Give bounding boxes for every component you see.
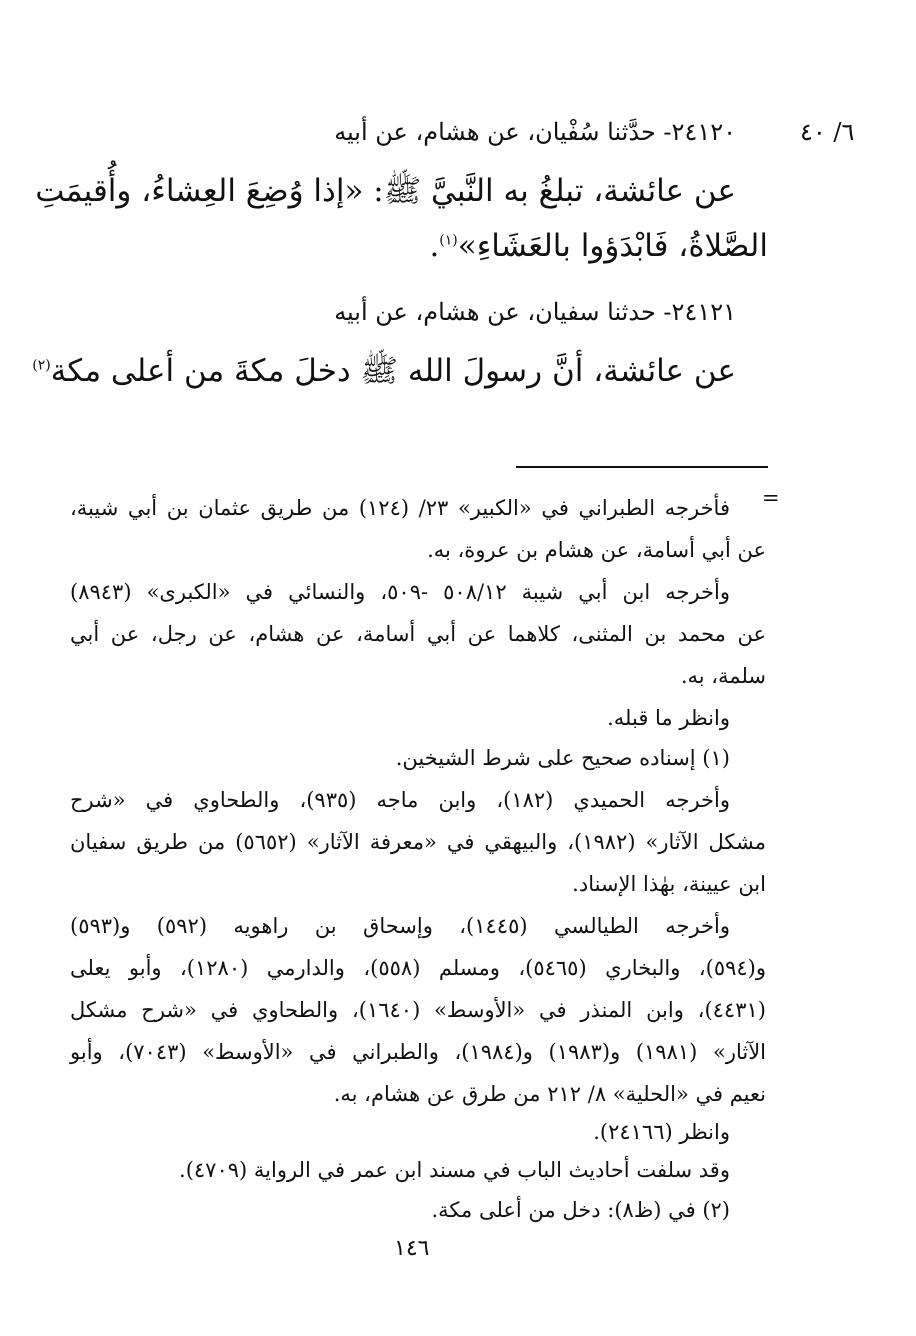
page-number: ١٤٦ bbox=[394, 1236, 430, 1261]
footnote-1-text: (١) إسناده صحيح على شرط الشيخين. bbox=[395, 746, 730, 770]
footnote-ref-2[interactable]: (٢) bbox=[32, 357, 51, 374]
footnote-2-text: (٢) في (ظ٨): دخل من أعلى مكة. bbox=[431, 1198, 730, 1222]
footnote-line: وأخرجه الحميدي (١٨٢)، وابن ماجه (٩٣٥)، والطحاوي في «شرح bbox=[70, 788, 730, 812]
footnote-ref-1[interactable]: (١) bbox=[439, 232, 458, 249]
volume-page-reference: ٦/ ٤٠ bbox=[800, 118, 855, 146]
hadith-1-end-mark: . bbox=[429, 228, 440, 264]
footnote-line: وأخرجه ابن أبي شيبة ٥٠٨/١٢ -٥٠٩، والنسائي في «الكبرى» (٨٩٤٣) bbox=[70, 580, 730, 604]
footnote-line: ابن عيينة، بهٰذا الإسناد. bbox=[572, 872, 766, 896]
continuation-mark: = bbox=[762, 486, 780, 510]
footnote-line: سلمة، به. bbox=[680, 664, 766, 688]
hadith-1-text-line-1: عن عائشة، تبلغُ به النَّبيَّ ﷺ: «إذا وُضِعَ العِشاءُ، وأُقيمَتِ bbox=[35, 173, 736, 209]
hadith-1-chain: ٢٤١٢٠- حدَّثنا سُفْيان، عن هشام، عن أبيه bbox=[334, 118, 736, 146]
footnote-line: نعيم في «الحلية» ٨/ ٢١٢ من طرق عن هشام، به. bbox=[333, 1082, 766, 1106]
footnote-line: الآثار» (١٩٨١) و(١٩٨٣) و(١٩٨٤)، والطبراني في «الأوسط» (٧٠٤٣)، وأبو bbox=[70, 1040, 767, 1064]
footnote-line: مشكل الآثار» (١٩٨٢)، والبيهقي في «معرفة الآثار» (٥٦٥٢) من طريق سفيان bbox=[70, 830, 766, 854]
hadith-2-chain: ٢٤١٢١- حدثنا سفيان، عن هشام، عن أبيه bbox=[334, 298, 736, 326]
footnote-line: وانظر ما قبله. bbox=[607, 706, 730, 730]
hadith-1-text-line-2 bbox=[429, 228, 768, 264]
hadith-2-text-body: عن عائشة، أنَّ رسولَ الله ﷺ دخلَ مكةَ من أعلى مكة bbox=[50, 353, 736, 389]
footnote-line: وانظر (٢٤١٦٦). bbox=[593, 1120, 730, 1144]
footnote-line: عن أبي أسامة، عن هشام بن عروة، به. bbox=[427, 538, 766, 562]
footnote-separator bbox=[516, 466, 768, 468]
hadith-1-text-line-2-body: الصَّلاةُ، فَابْدَؤوا بالعَشَاءِ» bbox=[457, 228, 768, 264]
footnote-line: وقد سلفت أحاديث الباب في مسند ابن عمر في الرواية (٤٧٠٩). bbox=[179, 1158, 730, 1182]
footnote-line: عن محمد بن المثنى، كلاهما عن أبي أسامة، عن هشام، عن رجل، عن أبي bbox=[70, 622, 766, 646]
footnote-line: وأخرجه الطيالسي (١٤٤٥)، وإسحاق بن راهويه (٥٩٢) و(٥٩٣) bbox=[70, 914, 730, 938]
hadith-2-text bbox=[32, 352, 736, 397]
footnote-line: (٤٤٣١)، وابن المنذر في «الأوسط» (١٦٤٠)، والطحاوي في «شرح مشكل bbox=[70, 998, 766, 1022]
footnote-line: و(٥٩٤)، والبخاري (٥٤٦٥)، ومسلم (٥٥٨)، والدارمي (١٢٨٠)، وأبو يعلى bbox=[70, 956, 766, 980]
footnote-line: فأخرجه الطبراني في «الكبير» ٢٣/ (١٢٤) من طريق عثمان بن أبي شيبة، bbox=[70, 496, 730, 520]
